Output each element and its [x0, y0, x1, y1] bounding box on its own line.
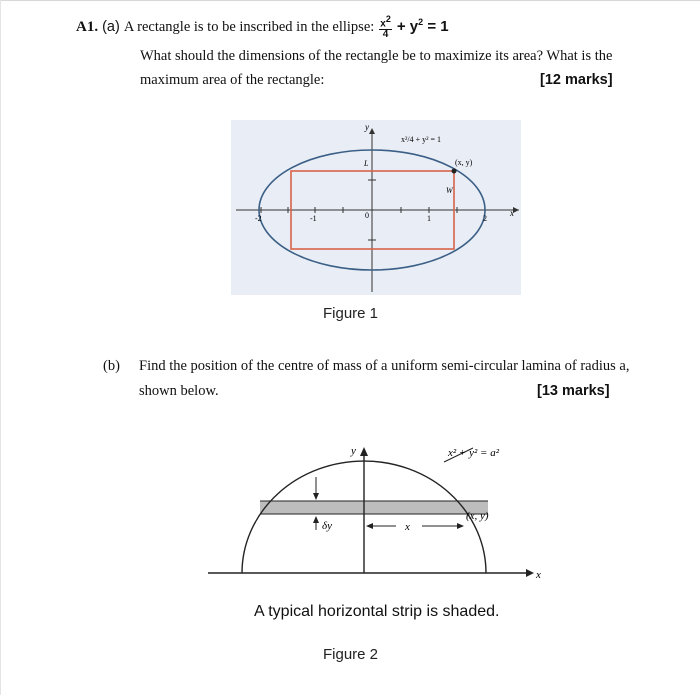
page-border-left: [0, 0, 1, 695]
question-number: A1.: [76, 18, 99, 35]
figure-1-x-label: x: [510, 208, 514, 218]
figure-1-tick-0: 0: [365, 211, 369, 220]
question-a-line3: maximum area of the rectangle:: [140, 72, 325, 88]
figure-1-tick-neg2: -2: [255, 214, 262, 223]
figure-2-y-axis-arrow: [360, 447, 368, 456]
ellipse-equation-rest: + $y^2 = 1$: [396, 16, 449, 35]
figure-2-strip-description: A typical horizontal strip is shaded.: [254, 603, 500, 620]
question-b-marks: [13 marks]: [537, 383, 610, 399]
figure-2-point-label: (x, y): [466, 510, 489, 522]
figure-2-x-dist-arrow-right: [457, 523, 464, 529]
question-a-line2: What should the dimensions of the rectangle be to maximize its area? What is the: [140, 48, 613, 64]
figure-2-semicircle-diagram: [200, 430, 560, 590]
figure-1-ellipse-diagram: [231, 120, 521, 295]
question-b-part: (b): [103, 358, 120, 374]
figure-1-tick-neg1: -1: [310, 214, 317, 223]
figure-1-point-label: (x, y): [455, 158, 473, 167]
page-border-top: [0, 0, 700, 1]
figure-2-x-dist-arrow-left: [366, 523, 373, 529]
figure-2-dy-arrowhead-down: [313, 493, 319, 500]
figure-1-y-label: y: [365, 122, 369, 132]
figure-1-caption: Figure 1: [323, 305, 379, 322]
figure-2-x-label: x: [536, 569, 541, 581]
ellipse-fraction: [379, 14, 392, 40]
figure-2-dy-label: δy: [322, 520, 332, 532]
ellipse-fraction-numerator: $x^2$: [380, 14, 391, 30]
figure-1-equation-label: x²/4 + y² = 1: [401, 135, 442, 144]
question-a-intro: A rectangle is to be inscribed in the ellipse:: [123, 18, 375, 35]
figure-2-x-distance-label: x: [405, 521, 410, 533]
question-b-line2: shown below.: [139, 383, 219, 399]
figure-2-x-axis-arrow: [526, 569, 534, 577]
question-a-marks: [12 marks]: [540, 72, 613, 88]
figure-1-background: [231, 120, 521, 295]
question-b-line1: Find the position of the centre of mass of a uniform semi-circular lamina of radius a,: [139, 358, 630, 374]
figure-1-tick-2: 2: [483, 214, 487, 223]
question-a-line1: [76, 14, 449, 40]
ellipse-fraction-denominator: 4: [382, 29, 389, 41]
figure-1-tick-1: 1: [427, 214, 431, 223]
figure-2-caption: Figure 2: [323, 646, 379, 663]
figure-1-point: [452, 169, 457, 174]
question-a-part: (a): [102, 18, 120, 35]
figure-2-equation-label: x² + y² = a²: [448, 447, 500, 459]
figure-1-W-label: W: [446, 186, 453, 195]
figure-2-y-label: y: [351, 445, 356, 457]
figure-1-L-label: L: [364, 159, 369, 168]
figure-2-shaded-strip: [260, 501, 488, 514]
